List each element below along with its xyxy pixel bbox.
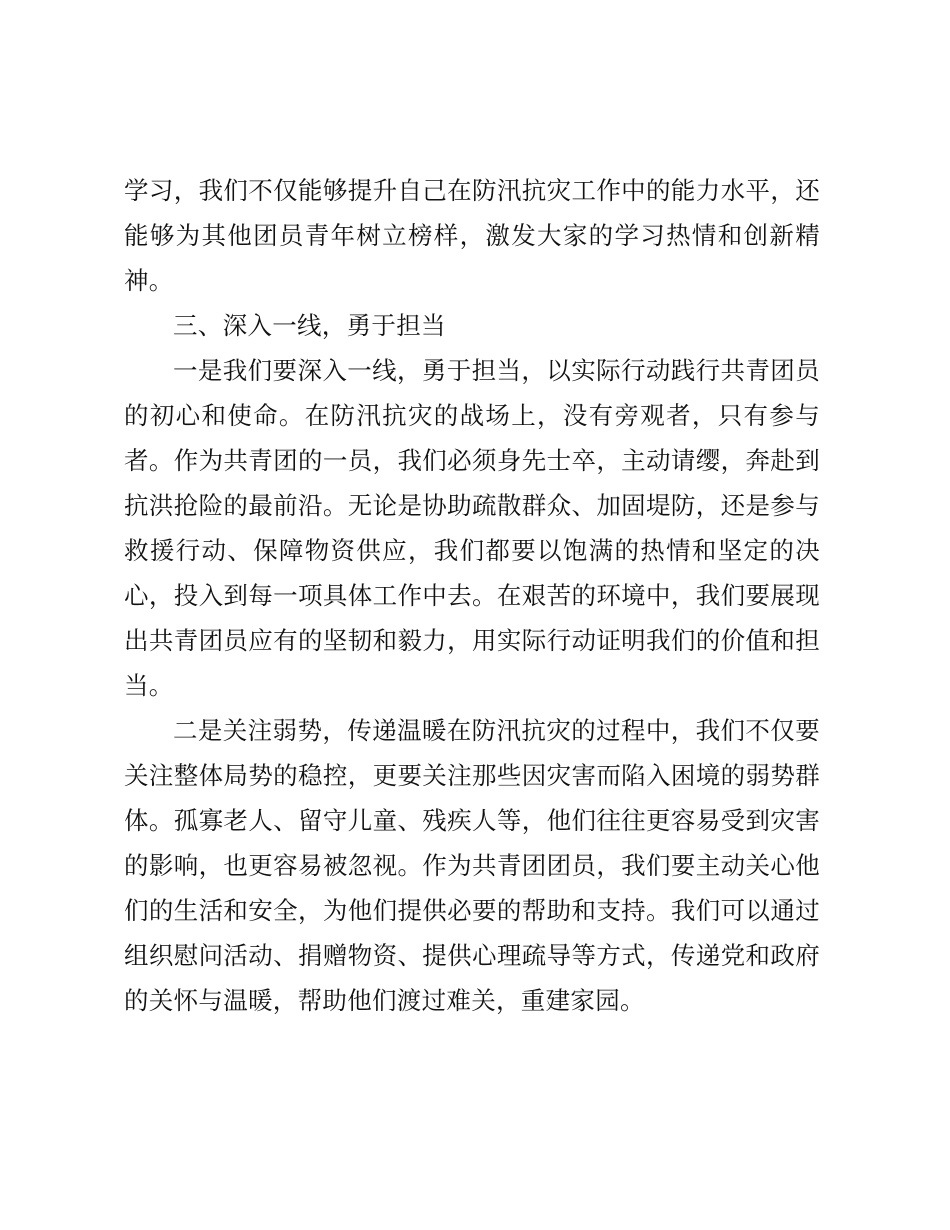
paragraph-frontline: 一是我们要深入一线，勇于担当，以实际行动践行共青团员的初心和使命。在防汛抗灾的战场上，没有旁观者，只有参与者。作为共青团的一员，我们必须身先士卒，主动请缨，奔赴到抗洪抢险的最前沿。无论是协助疏散群众、加固堤防，还是参与救援行动、保障物资供应，我们都要以饱满的热情和坚定的决心，投入到每一项具体工作中去。在艰苦的环境中，我们要展现出共青团员应有的坚韧和毅力，用实际行动证明我们的价值和担当。 — [124, 356, 820, 700]
paragraph-continuation: 学习，我们不仅能够提升自己在防汛抗灾工作中的能力水平，还能够为其他团员青年树立榜样，激发大家的学习热情和创新精神。 — [124, 176, 820, 295]
section-heading: 三、深入一线，勇于担当 — [173, 311, 446, 340]
paragraph-vulnerable: 二是关注弱势，传递温暖在防汛抗灾的过程中，我们不仅要关注整体局势的稳控，更要关注那些因灾害而陷入困境的弱势群体。孤寡老人、留守儿童、残疾人等，他们往往更容易受到灾害的影响，也更容易被忽视。作为共青团团员，我们要主动关心他们的生活和安全，为他们提供必要的帮助和支持。我们可以通过组织慰问活动、捐赠物资、提供心理疏导等方式，传递党和政府的关怀与温暖，帮助他们渡过难关，重建家园。 — [124, 716, 820, 1015]
document-body — [124, 168, 820, 1023]
